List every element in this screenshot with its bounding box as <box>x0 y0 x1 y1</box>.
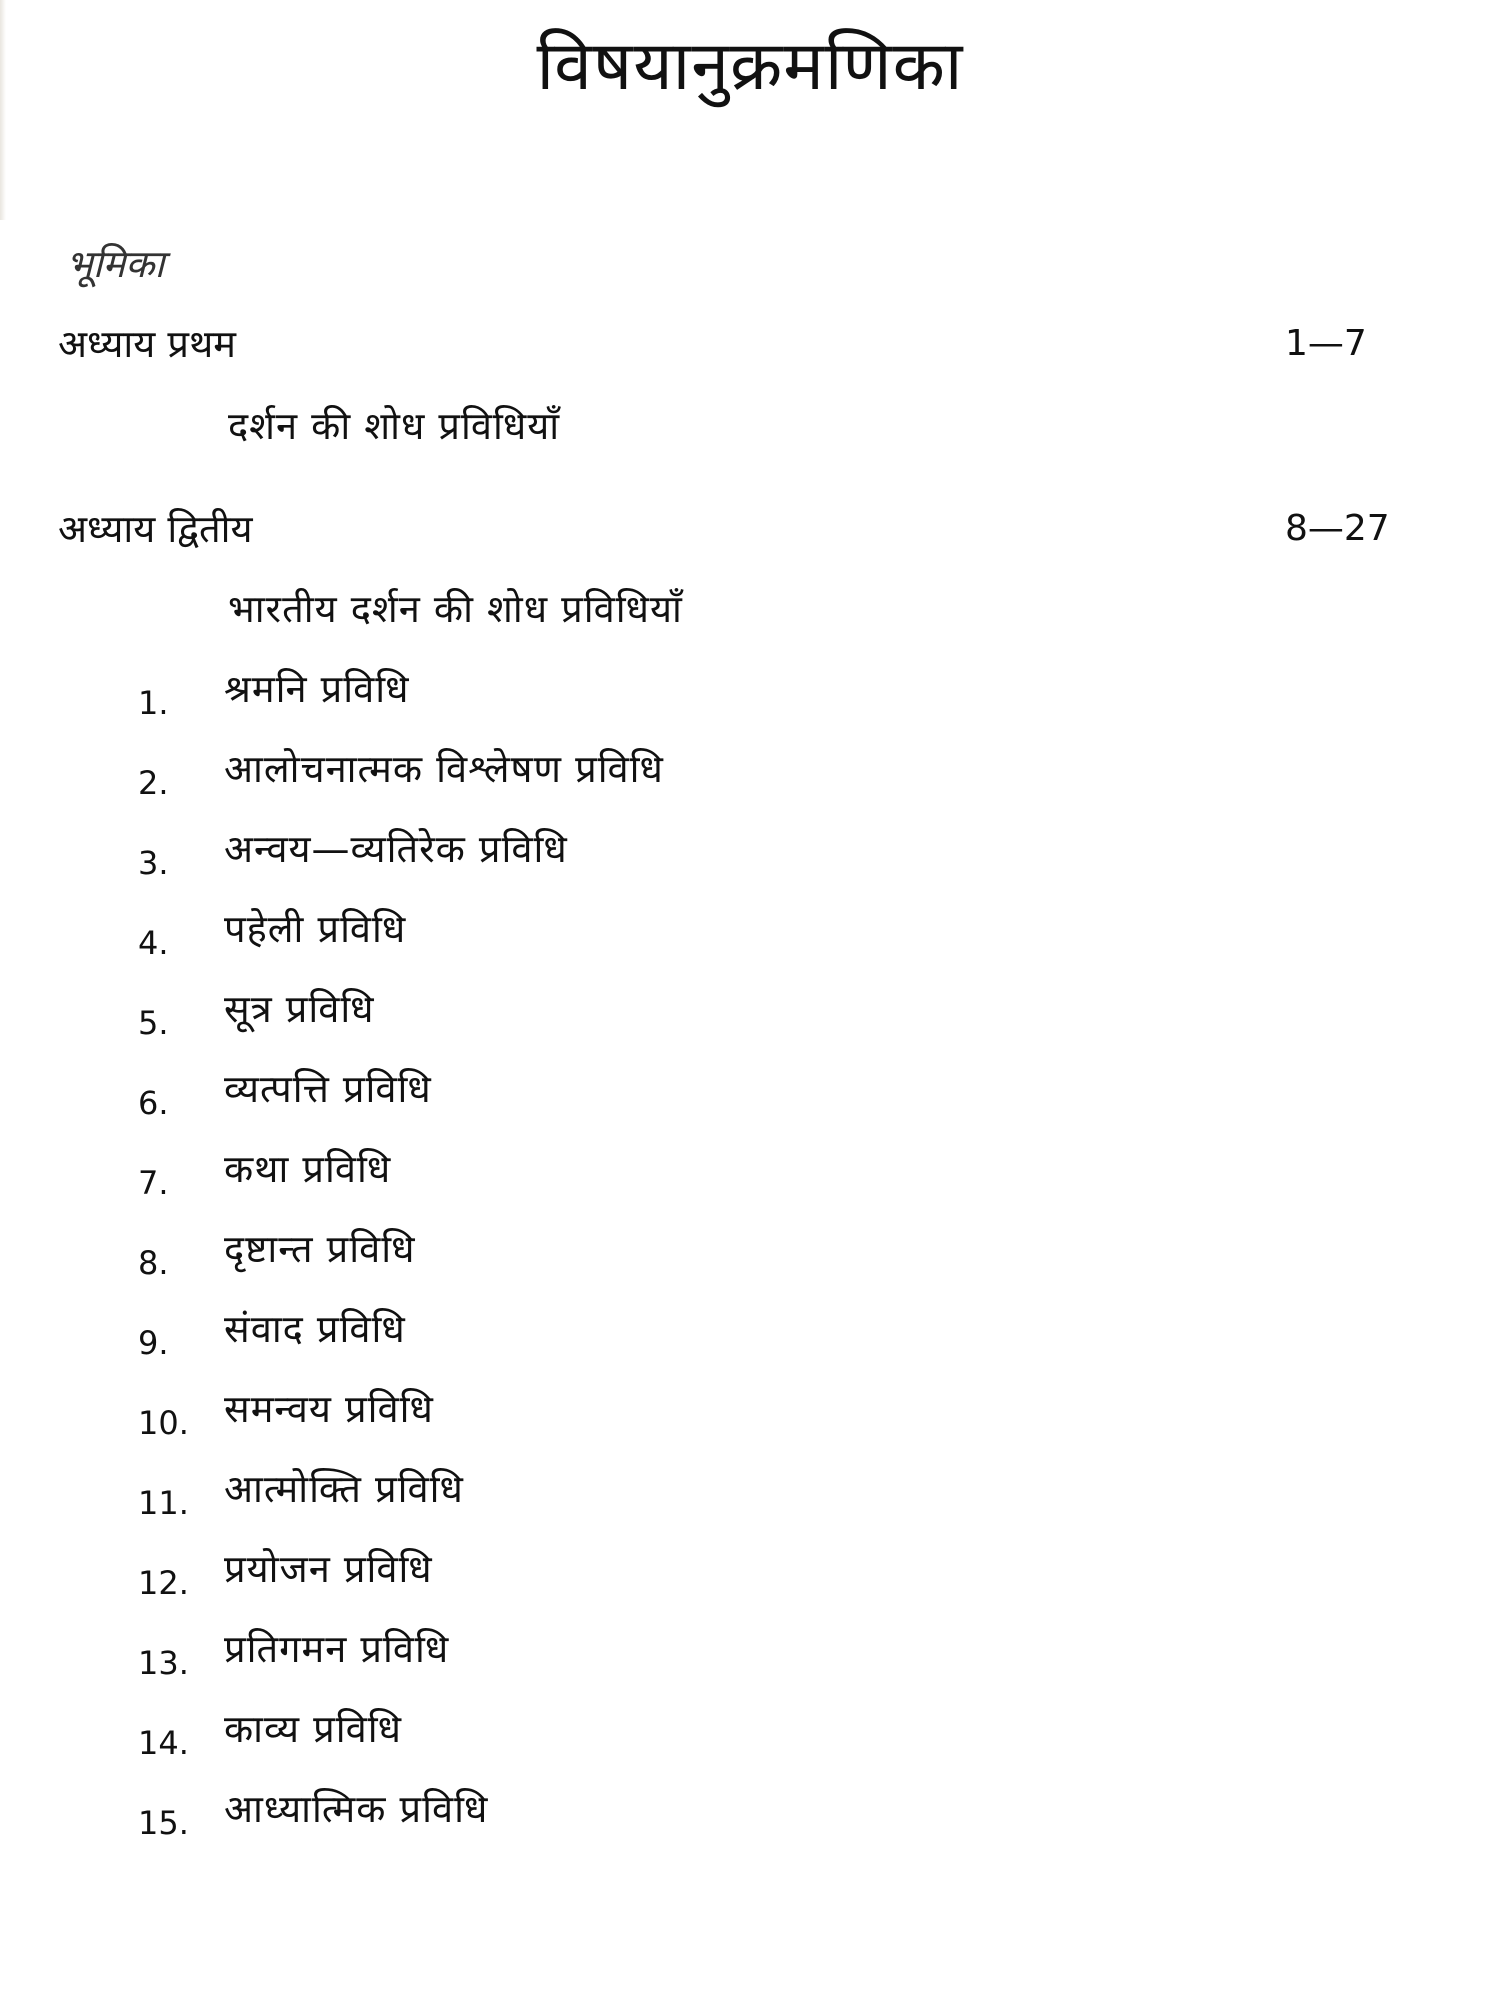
list-item <box>0 1143 1500 1223</box>
item-label: समन्वय प्रविधि <box>224 1387 434 1431</box>
chapter-1-pages: 1—7 <box>1285 323 1367 364</box>
chapter-2-item-list <box>0 663 1500 1863</box>
item-number: 1. <box>138 684 169 722</box>
list-item <box>0 743 1500 823</box>
chapter-2-pages: 8—27 <box>1285 508 1390 549</box>
item-number: 15. <box>138 1804 189 1842</box>
list-item <box>0 1783 1500 1863</box>
item-number: 13. <box>138 1644 189 1682</box>
item-label: श्रमनि प्रविधि <box>224 667 410 711</box>
list-item <box>0 1623 1500 1703</box>
item-number: 14. <box>138 1724 189 1762</box>
list-item <box>0 1303 1500 1383</box>
page-title: विषयानुक्रमणिका <box>536 27 964 106</box>
list-item <box>0 903 1500 983</box>
item-label: संवाद प्रविधि <box>224 1307 406 1351</box>
item-label: अन्वय—व्यतिरेक प्रविधि <box>224 827 568 871</box>
item-label: प्रयोजन प्रविधि <box>224 1547 433 1591</box>
item-number: 2. <box>138 764 169 802</box>
item-label: व्यत्पत्ति प्रविधि <box>224 1067 432 1111</box>
item-number: 9. <box>138 1324 169 1362</box>
chapter-2-heading: अध्याय द्वितीय <box>58 507 253 551</box>
list-item <box>0 823 1500 903</box>
item-label: दृष्टान्त प्रविधि <box>224 1227 416 1271</box>
list-item <box>0 1703 1500 1783</box>
list-item <box>0 663 1500 743</box>
item-label: आध्यात्मिक प्रविधि <box>224 1787 489 1831</box>
item-label: प्रतिगमन प्रविधि <box>224 1627 450 1671</box>
item-label: पहेली प्रविधि <box>224 907 407 951</box>
item-number: 6. <box>138 1084 169 1122</box>
list-item <box>0 1223 1500 1303</box>
list-item <box>0 983 1500 1063</box>
item-label: काव्य प्रविधि <box>224 1707 402 1751</box>
item-number: 7. <box>138 1164 169 1202</box>
item-number: 12. <box>138 1564 189 1602</box>
item-number: 8. <box>138 1244 169 1282</box>
list-item <box>0 1383 1500 1463</box>
item-number: 10. <box>138 1404 189 1442</box>
item-number: 3. <box>138 844 169 882</box>
list-item <box>0 1463 1500 1543</box>
item-label: कथा प्रविधि <box>224 1147 392 1191</box>
item-label: आत्मोक्ति प्रविधि <box>224 1467 464 1511</box>
item-label: सूत्र प्रविधि <box>224 987 375 1031</box>
list-item <box>0 1543 1500 1623</box>
chapter-1-heading: अध्याय प्रथम <box>58 322 236 366</box>
item-label: आलोचनात्मक विश्लेषण प्रविधि <box>224 747 664 791</box>
chapter-2-subtitle: भारतीय दर्शन की शोध प्रविधियाँ <box>228 587 683 631</box>
list-item <box>0 1063 1500 1143</box>
preface-entry: भूमिका <box>66 242 165 286</box>
item-number: 5. <box>138 1004 169 1042</box>
item-number: 4. <box>138 924 169 962</box>
item-number: 11. <box>138 1484 189 1522</box>
chapter-1-subtitle: दर्शन की शोध प्रविधियाँ <box>228 404 561 448</box>
